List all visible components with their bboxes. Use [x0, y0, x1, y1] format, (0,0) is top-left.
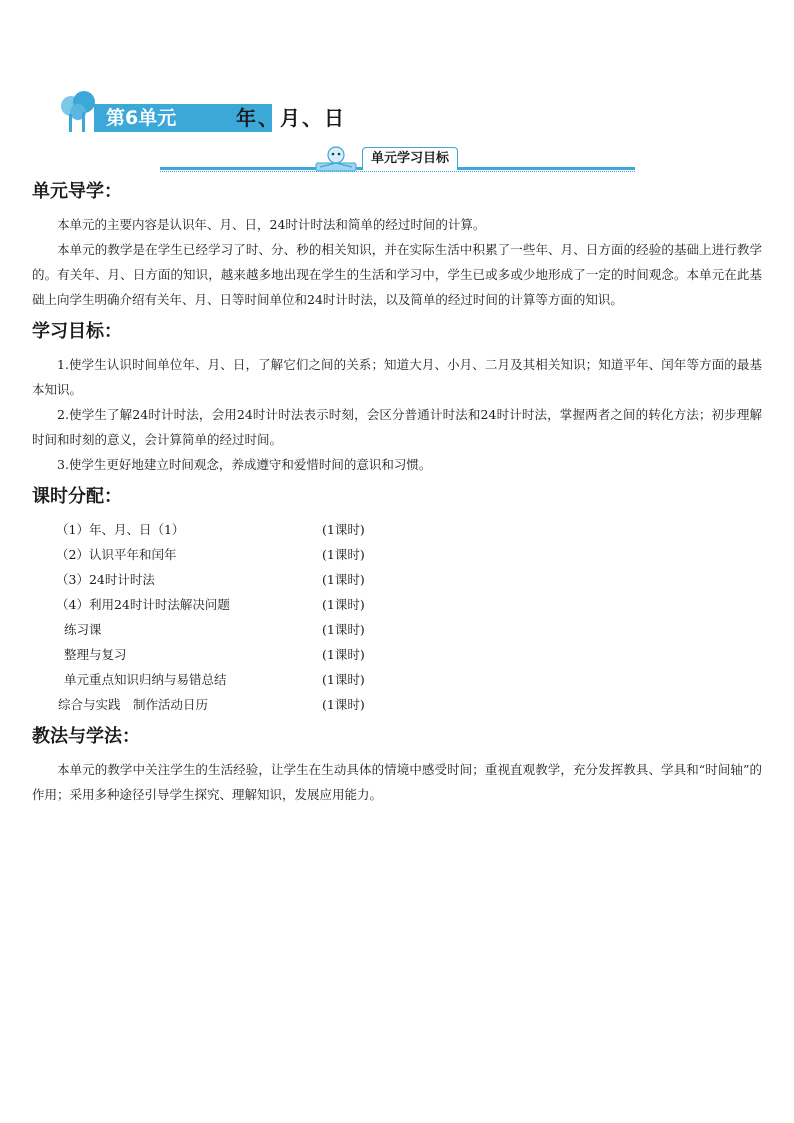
schedule-row	[32, 517, 762, 542]
schedule-row	[32, 617, 762, 642]
goal-item: 3.使学生更好地建立时间观念，养成遵守和爱惜时间的意识和习惯。	[57, 457, 432, 472]
schedule-hours: (1课时)	[322, 647, 365, 662]
schedule-row	[32, 642, 762, 667]
schedule-hours: (1课时)	[322, 597, 365, 612]
schedule-row	[32, 567, 762, 592]
schedule-item: 单元重点知识归纳与易错总结	[64, 672, 227, 687]
section-banner	[160, 145, 635, 173]
guide-paragraph: 本单元的教学是在学生已经学习了时、分、秒的相关知识，并在实际生活中积累了一些年、月、日方面的经验的基础上进行教学的。有关年、月、日方面的知识，越来越多地出现在学生的生活和学习中，学生已或多或少地形成了一定的时间观念。本单元在此基础上向学生明确介绍有关年、月、日等时间单位和24时计时法，以及简单的经过时间的计算等方面的知识。	[32, 242, 762, 307]
schedule-item: （4）利用24时计时法解决问题	[56, 597, 230, 612]
unit-label: 第6单元	[106, 107, 177, 129]
section-heading-goals: 学习目标：	[32, 321, 122, 342]
schedule-item: （1）年、月、日（1）	[56, 522, 185, 537]
schedule-hours: (1课时)	[322, 672, 365, 687]
section-banner-label: 单元学习目标	[362, 147, 458, 170]
section-heading-schedule: 课时分配：	[32, 486, 122, 507]
schedule-row	[32, 692, 762, 717]
banner-dotted-rule	[160, 171, 635, 173]
schedule-item: 整理与复习	[64, 647, 127, 662]
schedule-item: （3）24时计时法	[56, 572, 155, 587]
section-heading-guide: 单元导学：	[32, 181, 122, 202]
schedule-list	[32, 517, 762, 717]
schedule-row	[32, 667, 762, 692]
goal-item: 2.使学生了解24时计时法，会用24时计时法表示时刻，会区分普通计时法和24时计时法，掌握两者之间的转化方法；初步理解时间和时刻的意义，会计算简单的经过时间。	[32, 407, 762, 447]
schedule-hours: (1课时)	[322, 622, 365, 637]
goal-item: 1.使学生认识时间单位年、月、日，了解它们之间的关系；知道大月、小月、二月及其相关知识；知道平年、闰年等方面的最基本知识。	[32, 357, 762, 397]
schedule-item: （2）认识平年和闰年	[56, 547, 177, 562]
guide-paragraph: 本单元的主要内容是认识年、月、日，24时计时法和简单的经过时间的计算。	[57, 217, 486, 232]
unit-title: 年、月、日	[236, 106, 346, 130]
reading-mascot-icon	[312, 145, 360, 173]
section-heading-methods: 教法与学法：	[32, 726, 140, 747]
schedule-row	[32, 592, 762, 617]
methods-paragraph: 本单元的教学中关注学生的生活经验，让学生在生动具体的情境中感受时间；重视直观教学，充分发挥教具、学具和“时间轴”的作用；采用多种途径引导学生探究、理解知识，发展应用能力。	[32, 762, 762, 802]
schedule-hours: (1课时)	[322, 547, 365, 562]
schedule-row	[32, 542, 762, 567]
schedule-hours: (1课时)	[322, 572, 365, 587]
schedule-hours: (1课时)	[322, 697, 365, 712]
unit-header	[58, 90, 658, 138]
schedule-hours: (1课时)	[322, 522, 365, 537]
schedule-item: 综合与实践 制作活动日历	[58, 697, 209, 712]
page-content	[32, 178, 762, 807]
tree-icon	[58, 90, 98, 134]
schedule-item: 练习课	[64, 622, 102, 637]
